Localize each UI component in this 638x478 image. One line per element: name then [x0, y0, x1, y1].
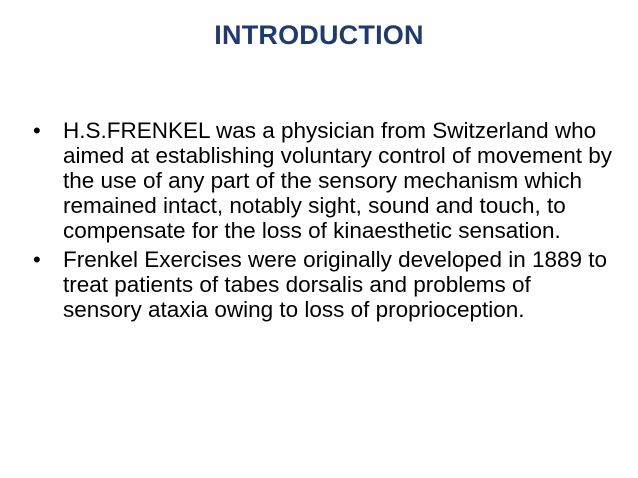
bullet-list	[33, 118, 613, 326]
bullet-icon: •	[33, 118, 41, 143]
bullet-item	[33, 247, 613, 322]
bullet-icon: •	[33, 247, 41, 272]
slide-title: INTRODUCTION	[214, 20, 424, 50]
bullet-item	[33, 118, 613, 243]
bullet-text: Frenkel Exercises were originally developed in 1889 to treat patients of tabes dorsalis and problems of sensory ataxia owing to loss of proprioception.	[63, 247, 608, 322]
bullet-text: H.S.FRENKEL was a physician from Switzerland who aimed at establishing voluntary control of movement by the use of any part of the sensory mechanism which remained intact, notably sight, sound and touch, to compensate for the loss of kinaesthetic sensation.	[63, 118, 613, 243]
